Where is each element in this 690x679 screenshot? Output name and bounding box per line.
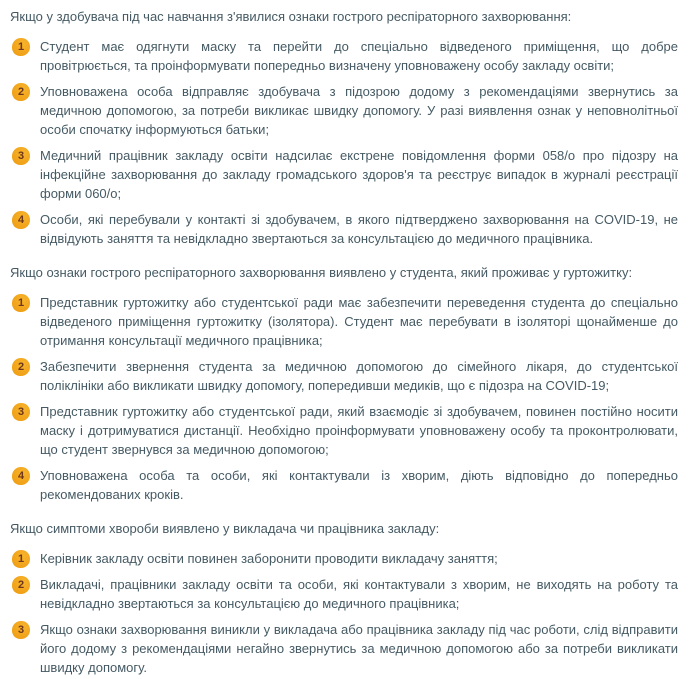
list-item [10,549,678,568]
list-item [10,466,678,504]
section-heading: Якщо ознаки гострого респіраторного захворювання виявлено у студента, який проживає у гуртожитку: [10,265,633,280]
item-number-badge: 3 [12,147,30,165]
section-heading: Якщо симптоми хвороби виявлено у викладача чи працівника закладу: [10,521,440,536]
section-student-in-class [10,7,678,248]
item-number-badge: 1 [12,550,30,568]
list-item [10,82,678,139]
list-item [10,620,678,677]
item-text: Студент має одягнути маску та перейти до спеціально відведеного приміщення, що добре провітрюється, та проінформувати попередньо визначену уповноважену особу закладу освіти; [40,39,678,73]
section-heading: Якщо у здобувача під час навчання з'явилися ознаки гострого респіраторного захворювання: [10,9,572,24]
item-text: Медичний працівник закладу освіти надсилає екстрене повідомлення форми 058/о про підозру на інфекційне захворювання до закладу громадського здоров'я та реєструє випадок в журналі реєстрації форми 060/о; [40,148,678,201]
section-teacher-or-staff [10,519,678,677]
item-number-badge: 2 [12,358,30,376]
item-text: Керівник закладу освіти повинен заборонити проводити викладачу заняття; [40,551,498,566]
item-number-badge: 4 [12,211,30,229]
item-number-badge: 3 [12,621,30,639]
list-item [10,402,678,459]
item-text: Представник гуртожитку або студентської ради, який взаємодіє зі здобувачем, повинен постійно носити маску і дотримуватися дистанції. Необхідно проінформувати уповноважену особу та проконтролювати, що студент звернувся за медичною допомогою; [40,404,678,457]
item-text: Якщо ознаки захворювання виникли у викладача або працівника закладу під час роботи, слід відправити його додому з рекомендаціями негайно звернутись за медичною допомогою або за потреби викликати швидку допомогу. [40,622,678,675]
list-item [10,210,678,248]
item-number-badge: 4 [12,467,30,485]
list-item [10,293,678,350]
list-item [10,37,678,75]
item-number-badge: 2 [12,576,30,594]
item-number-badge: 1 [12,294,30,312]
item-text: Особи, які перебували у контакті зі здобувачем, в якого підтверджено захворювання на COVID-19, не відвідують заняття та невідкладно звертаються за консультацією до медичного працівника. [40,212,678,246]
item-number-badge: 2 [12,83,30,101]
section-student-in-dormitory [10,263,678,504]
item-number-badge: 3 [12,403,30,421]
list-item [10,357,678,395]
item-text: Представник гуртожитку або студентської ради має забезпечити переведення студента до спеціально відведеного приміщення гуртожитку (ізолятора). Студент має перебувати в ізоляторі щонайменше до отримання консультації медичного працівника; [40,295,678,348]
item-text: Уповноважена особа відправляє здобувача з підозрою додому з рекомендаціями звернутись за медичною допомогою, за потреби викликає швидку допомогу. У разі виявлення ознак у неповнолітньої особи спочатку інформуються батьки; [40,84,678,137]
item-text: Уповноважена особа та особи, які контактували із хворим, діють відповідно до попередньо рекомендованих кроків. [40,468,678,502]
item-text: Викладачі, працівники закладу освіти та особи, які контактували з хворим, не виходять на роботу та невідкладно звертаються за консультацією до медичного працівника; [40,577,678,611]
item-text: Забезпечити звернення студента за медичною допомогою до сімейного лікаря, до студентської поліклініки або викликати швидку допомогу, попередивши медиків, що є підозра на COVID-19; [40,359,678,393]
item-number-badge: 1 [12,38,30,56]
list-item [10,146,678,203]
list-item [10,575,678,613]
